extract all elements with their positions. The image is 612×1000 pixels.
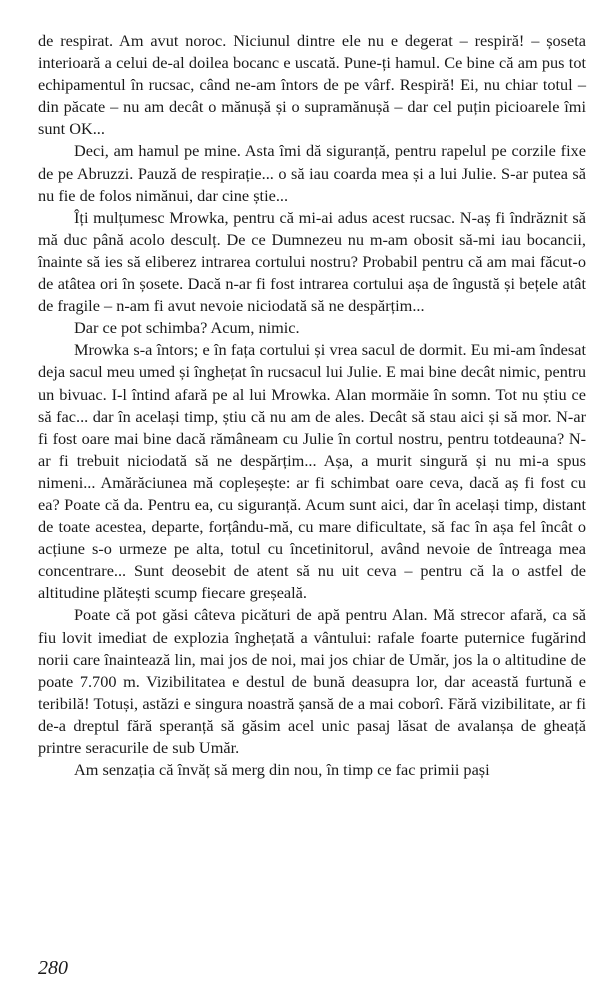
paragraph: Am senzația că învăț să merg din nou, în timp ce fac primii pași xyxy=(74,760,490,780)
paragraph: Deci, am hamul pe mine. Asta îmi dă siguranță, pentru rapelul pe corzile fixe de pe Abruzzi. Pauză de respirație... o să iau coarda mea și a lui Julie. S-ar putea să nu fie de folos nimănui, dar cine știe... xyxy=(38,141,586,205)
paragraph: de respirat. Am avut noroc. Niciunul dintre ele nu e degerat – respiră! – șoseta interioară a celui de-al doilea bocanc e uscată. Pune-ți hamul. Ce bine că am pus tot echipamentul în rucsac, când ne-am întors de pe vârf. Respiră! Ei, nu chiar totul – din păcate – nu am decât o mănușă și o supramănușă – dar cel puțin picioarele îmi sunt OK... xyxy=(38,31,586,139)
paragraph: Mrowka s-a întors; e în fața cortului și vrea sacul de dormit. Eu mi-am îndesat deja sacul meu umed și înghețat în rucsacul lui Julie. E mai bine decât nimic, pentru un bivuac. I-l întind afară pe al lui Mrowka. Alan mormăie în somn. Tot nu știu ce să fac... dar în același timp, știu că nu am de ales. Decât să stau aici și să mor. N-ar fi fost oare mai bine dacă rămâneam cu Julie în cortul nostru, pentru totdeauna? N-ar fi trebuit niciodată să ne despărțim... Așa, a murit singură și nu mi-a spus nimeni... Amărăciunea mă copleșește: ar fi schimbat oare ceva, dacă aș fi fost cu ea? Poate că da. Pentru ea, cu siguranță. Acum sunt aici, dar în același timp, distant de toate acestea, departe, forțându-mă, cu mare dificultate, să fac în așa fel încât o acțiune s-o urmeze pe alta, totul cu încetinitorul, având nevoie de întreaga mea concentrare... Sunt deosebit de atent să nu uit ceva – pentru că la o astfel de altitudine plătești scump fiecare greșeală. xyxy=(38,340,586,603)
paragraph: Îți mulțumesc Mrowka, pentru că mi-ai adus acest rucsac. N-aș fi îndrăznit să mă duc până acolo desculț. De ce Dumnezeu nu m-am obosit să-mi iau bocancii, înainte să ies să eliberez intrarea cortului nostru? Probabil pentru că am mai făcut-o de atâtea ori în șosete. Dacă n-ar fi fost intrarea cortului așa de îngustă și bețele atât de fragile – n-am fi avut nevoie niciodată să ne despărțim... xyxy=(38,207,586,316)
paragraph: Dar ce pot schimba? Acum, nimic. xyxy=(74,318,300,338)
page-body xyxy=(38,30,586,781)
paragraph: Poate că pot găsi câteva picături de apă pentru Alan. Mă strecor afară, ca să fiu lovit imediat de explozia înghețată a vântului: rafale foarte puternice fugărind norii care înaintează lin, mai jos de noi, mai jos chiar de Umăr, jos la o altitudine de poate 7.700 m. Vizibilitatea e destul de bună deasupra lor, dar această furtună e teribilă! Totuși, astăzi e singura noastră șansă de a mai coborî. Fără vizibilitate, ar fi de-a dreptul fără speranță să găsim acel unic pasaj lăsat de avalanșa de gheață printre seracurile de sub Umăr. xyxy=(38,605,586,757)
page-number: 280 xyxy=(38,957,68,979)
